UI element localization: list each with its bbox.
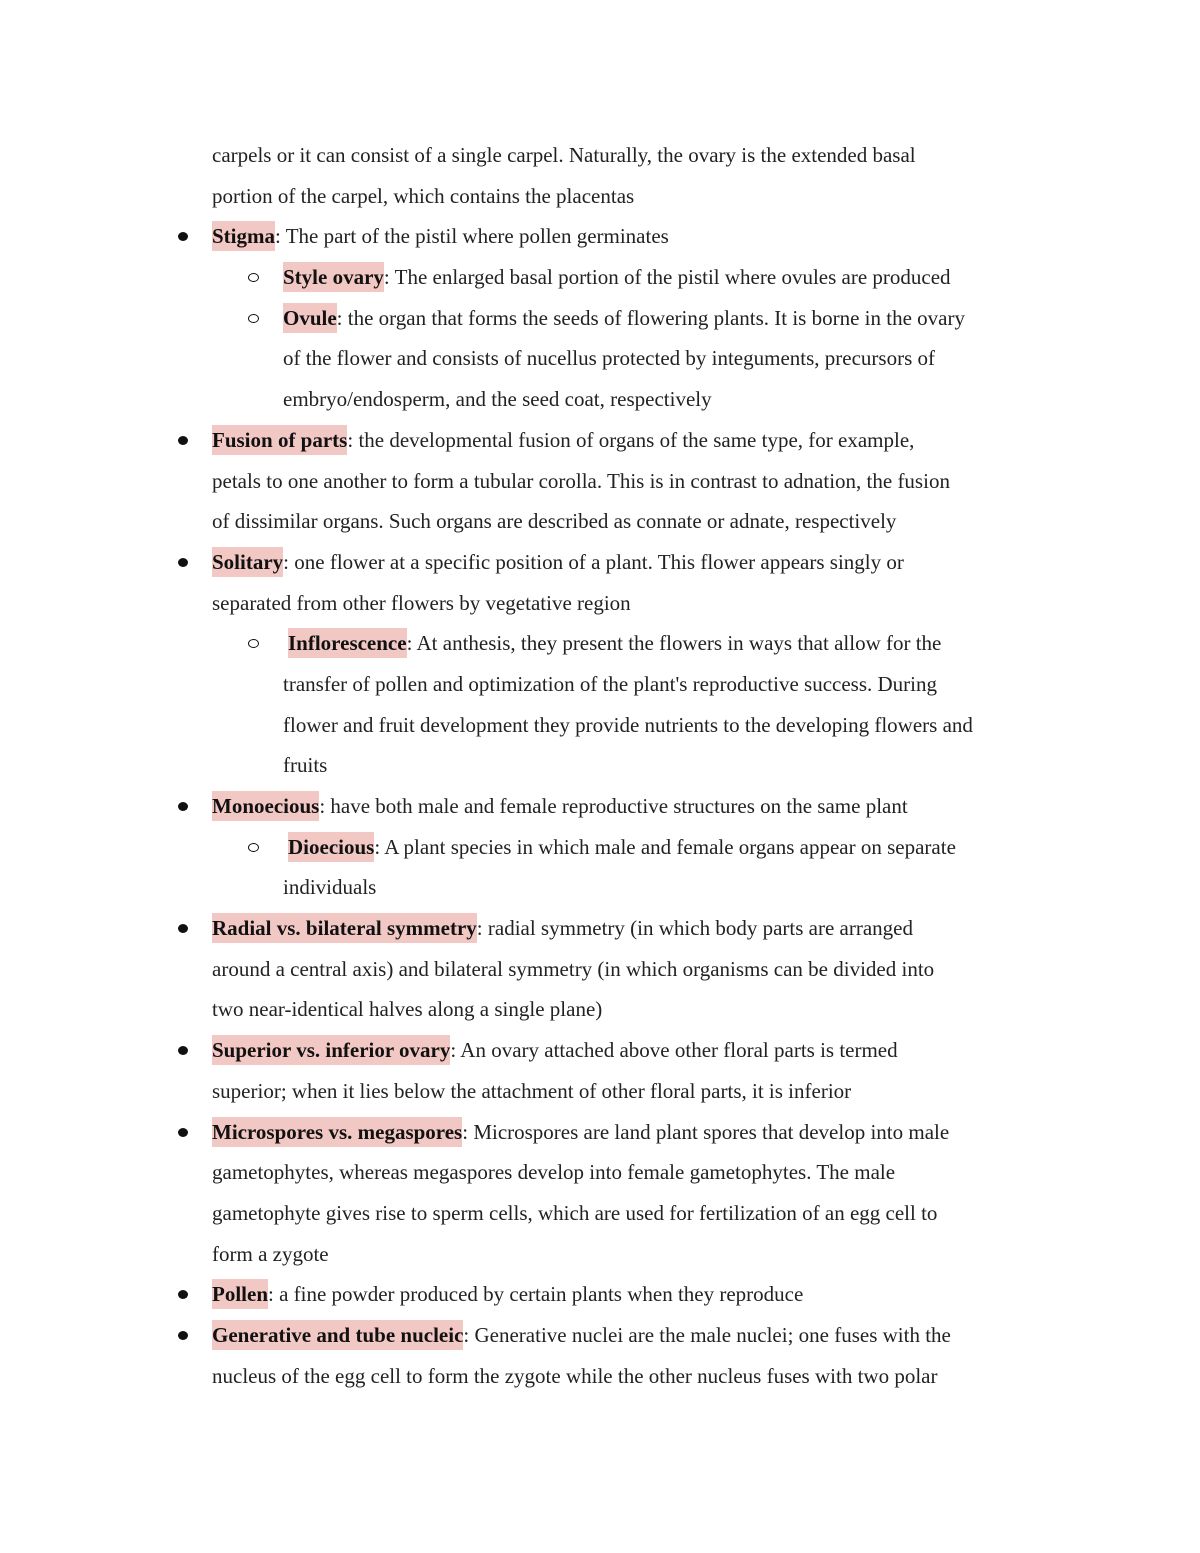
hollow-bullet-icon xyxy=(248,273,259,282)
hollow-bullet-icon xyxy=(248,639,259,648)
definition-text: : An ovary attached above other floral parts is termed xyxy=(450,1038,898,1063)
term-highlight: Microspores vs. megaspores xyxy=(212,1117,462,1147)
definition-continuation: fruits xyxy=(283,753,328,778)
definition-continuation: of dissimilar organs. Such organs are described as connate or adnate, respectively xyxy=(212,509,897,534)
definition-continuation: gametophytes, whereas megaspores develop into female gametophytes. The male xyxy=(212,1160,896,1185)
list-item-stigma xyxy=(0,216,1200,257)
sublist-item-style-ovary xyxy=(0,257,1200,298)
sublist-item-dioecious xyxy=(0,827,1200,868)
hollow-bullet-icon xyxy=(248,314,259,323)
definition-continuation: around a central axis) and bilateral symmetry (in which organisms can be divided into xyxy=(212,956,935,981)
list-item-superior-inferior xyxy=(0,1030,1200,1071)
sublist-item-inflorescence xyxy=(0,623,1200,664)
definition-continuation: separated from other flowers by vegetative region xyxy=(212,590,631,615)
term-highlight: Radial vs. bilateral symmetry xyxy=(212,913,477,943)
intro-line: portion of the carpel, which contains the placentas xyxy=(212,183,635,208)
definition-text: : a fine powder produced by certain plants when they reproduce xyxy=(268,1282,804,1307)
definition-text: : Microspores are land plant spores that develop into male xyxy=(462,1119,950,1144)
document-body xyxy=(0,135,1200,1396)
list-item-fusion-of-parts xyxy=(0,420,1200,461)
definition-continuation: petals to one another to form a tubular corolla. This is in contrast to adnation, the fusion xyxy=(212,468,950,493)
list-item-solitary xyxy=(0,542,1200,583)
list-item-pollen xyxy=(0,1274,1200,1315)
term-highlight: Solitary xyxy=(212,547,283,577)
definition-text: : radial symmetry (in which body parts are arranged xyxy=(476,916,913,941)
definition-continuation: superior; when it lies below the attachment of other floral parts, it is inferior xyxy=(212,1078,852,1103)
term-highlight: Pollen xyxy=(212,1279,268,1309)
definition-text: : one flower at a specific position of a plant. This flower appears singly or xyxy=(283,549,904,574)
term-highlight: Superior vs. inferior ovary xyxy=(212,1035,450,1065)
definition-text: : At anthesis, they present the flowers in ways that allow for the xyxy=(406,631,942,656)
list-item-generative-tube-nucleic xyxy=(0,1315,1200,1356)
term-highlight: Fusion of parts xyxy=(212,425,347,455)
definition-text: : the developmental fusion of organs of the same type, for example, xyxy=(347,427,915,452)
definition-continuation: individuals xyxy=(283,875,377,900)
intro-line: carpels or it can consist of a single carpel. Naturally, the ovary is the extended basal xyxy=(212,143,916,167)
sublist-item-ovule xyxy=(0,298,1200,339)
definition-text: : Generative nuclei are the male nuclei; one fuses with the xyxy=(463,1322,951,1347)
definition-text: : the organ that forms the seeds of flowering plants. It is borne in the ovary xyxy=(336,305,965,330)
definition-continuation: embryo/endosperm, and the seed coat, respectively xyxy=(283,387,712,412)
term-highlight: Style ovary xyxy=(283,262,384,292)
definition-continuation: nucleus of the egg cell to form the zygote while the other nucleus fuses with two polar xyxy=(212,1363,938,1388)
definition-text: : A plant species in which male and female organs appear on separate xyxy=(374,834,956,859)
list-item-microspores-megaspores xyxy=(0,1112,1200,1153)
definition-continuation: flower and fruit development they provide nutrients to the developing flowers and xyxy=(283,712,973,737)
definition-continuation: transfer of pollen and optimization of the plant's reproductive success. During xyxy=(283,671,938,696)
hollow-bullet-icon xyxy=(248,843,259,852)
definition-text: : have both male and female reproductive structures on the same plant xyxy=(319,794,908,818)
term-highlight: Monoecious xyxy=(212,791,319,821)
term-highlight: Generative and tube nucleic xyxy=(212,1320,463,1350)
definition-continuation: gametophyte gives rise to sperm cells, which are used for fertilization of an egg cell to xyxy=(212,1200,938,1225)
term-highlight: Stigma xyxy=(212,221,275,251)
definition-text: : The part of the pistil where pollen germinates xyxy=(275,224,669,249)
term-highlight: Inflorescence xyxy=(288,628,407,658)
definition-continuation: form a zygote xyxy=(212,1241,329,1266)
term-highlight: Dioecious xyxy=(288,832,374,862)
definition-text: : The enlarged basal portion of the pistil where ovules are produced xyxy=(383,265,951,290)
list-item-monoecious xyxy=(0,786,1200,827)
definition-continuation: two near-identical halves along a single plane) xyxy=(212,997,603,1022)
term-highlight: Ovule xyxy=(283,303,337,333)
list-item-radial-bilateral xyxy=(0,908,1200,949)
definition-continuation: of the flower and consists of nucellus protected by integuments, precursors of xyxy=(283,346,935,371)
